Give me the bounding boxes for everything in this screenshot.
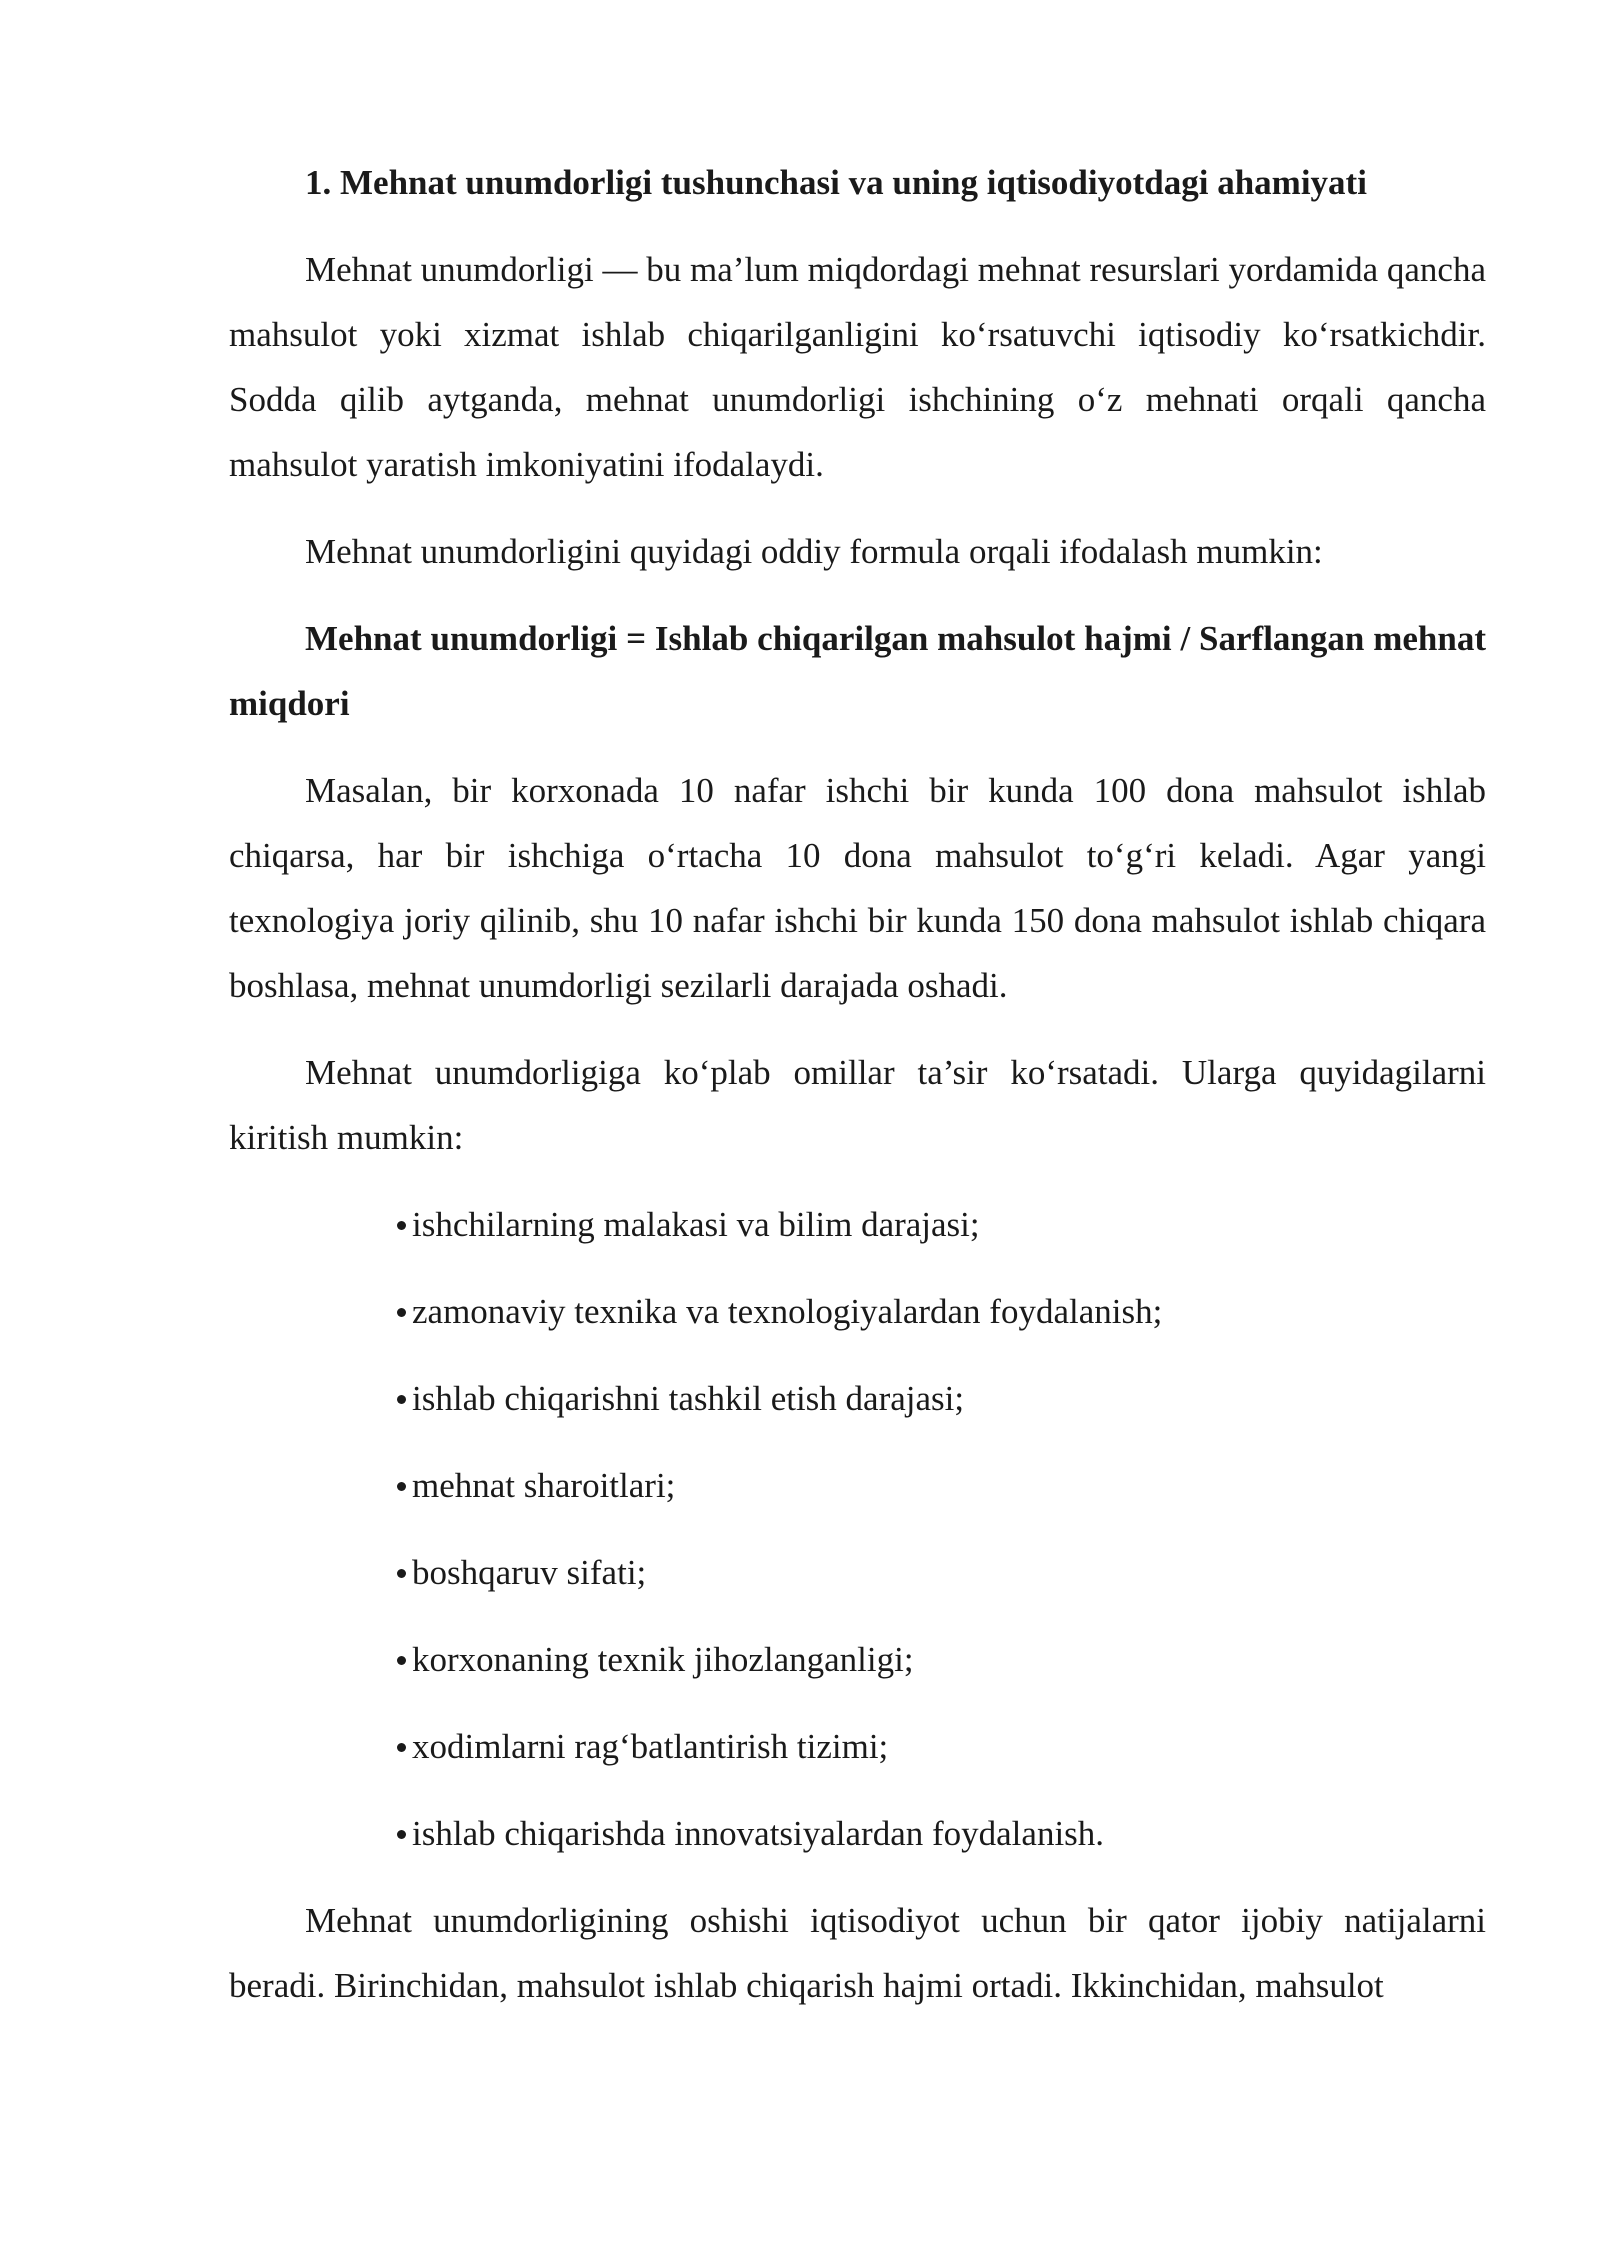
bullet-icon — [397, 1395, 406, 1404]
list-item-text: korxonaning texnik jihozlanganligi; — [412, 1640, 914, 1679]
list-item-text: boshqaruv sifati; — [412, 1553, 647, 1592]
list-item — [397, 1801, 1486, 1866]
paragraph-formula-intro: Mehnat unumdorligini quyidagi oddiy formula orqali ifodalash mumkin: — [305, 532, 1323, 571]
list-item-text: zamonaviy texnika va texnologiyalardan foydalanish; — [412, 1292, 1163, 1331]
list-item-text: xodimlarni rag‘batlantirish tizimi; — [412, 1727, 889, 1766]
bullet-icon — [397, 1656, 406, 1665]
list-item — [397, 1714, 1486, 1779]
formula: Mehnat unumdorligi = Ishlab chiqarilgan mahsulot hajmi / Sarflangan mehnat miqdori — [229, 619, 1486, 723]
bullet-icon — [397, 1830, 406, 1839]
list-item-text: ishchilarning malakasi va bilim darajasi; — [412, 1205, 980, 1244]
list-item — [397, 1366, 1486, 1431]
paragraph-factors-intro: Mehnat unumdorligiga ko‘plab omillar ta’sir ko‘rsatadi. Ularga quyidagilarni kiritish mumkin: — [229, 1053, 1486, 1157]
bullet-icon — [397, 1569, 406, 1578]
document-page — [229, 150, 1486, 2040]
list-item — [397, 1540, 1486, 1605]
paragraph-benefits: Mehnat unumdorligining oshishi iqtisodiyot uchun bir qator ijobiy natijalarni beradi. Birinchidan, mahsulot ishlab chiqarish hajmi ortadi. Ikkinchidan, mahsulot — [229, 1901, 1486, 2005]
list-item — [397, 1279, 1486, 1344]
section-heading: 1. Mehnat unumdorligi tushunchasi va uning iqtisodiyotdagi ahamiyati — [305, 163, 1367, 202]
factors-list — [229, 1192, 1486, 1866]
list-item-text: ishlab chiqarishni tashkil etish darajasi; — [412, 1379, 965, 1418]
list-item-text: ishlab chiqarishda innovatsiyalardan foydalanish. — [412, 1814, 1105, 1853]
bullet-icon — [397, 1221, 406, 1230]
list-item — [397, 1453, 1486, 1518]
bullet-icon — [397, 1308, 406, 1317]
paragraph-example: Masalan, bir korxonada 10 nafar ishchi bir kunda 100 dona mahsulot ishlab chiqarsa, har bir ishchiga o‘rtacha 10 dona mahsulot to‘g‘ri keladi. Agar yangi texnologiya joriy qilinib, shu 10 nafar ishchi bir kunda 150 dona mahsulot ishlab chiqara boshlasa, mehnat unumdorligi sezilarli darajada oshadi. — [229, 771, 1486, 1005]
list-item — [397, 1192, 1486, 1257]
bullet-icon — [397, 1482, 406, 1491]
list-item — [397, 1627, 1486, 1692]
paragraph-definition: Mehnat unumdorligi — bu ma’lum miqdordagi mehnat resurslari yordamida qancha mahsulot yoki xizmat ishlab chiqarilganligini ko‘rsatuvchi iqtisodiy ko‘rsatkichdir. Sodda qilib aytganda, mehnat unumdorligi ishchining o‘z mehnati orqali qancha mahsulot yaratish imkoniyatini ifodalaydi. — [229, 250, 1486, 484]
bullet-icon — [397, 1743, 406, 1752]
list-item-text: mehnat sharoitlari; — [412, 1466, 676, 1505]
